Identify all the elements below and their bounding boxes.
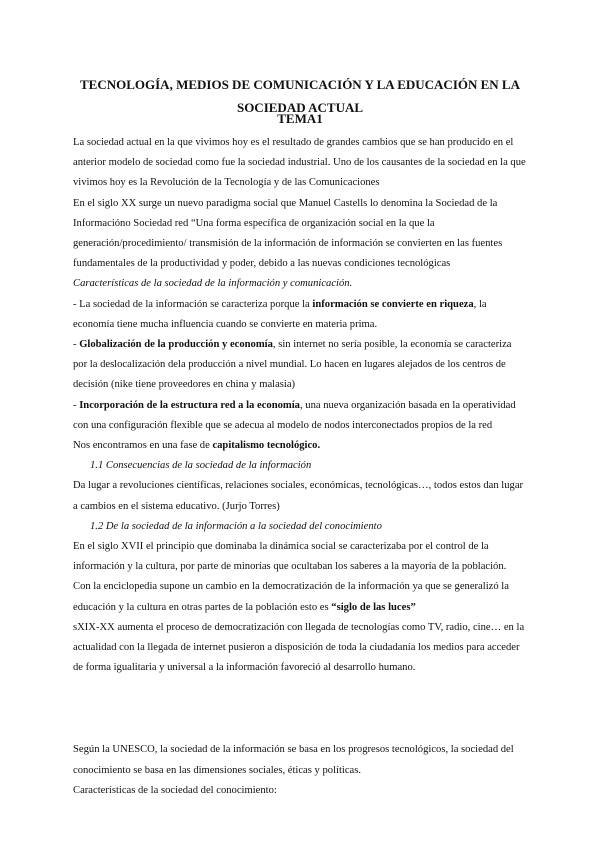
enciclopedia-text: Con la enciclopedia supone un cambio en la democratización de la información ya que se generalizó la educación y la cultura en otras partes de la población esto es [73, 581, 509, 613]
capitalismo-text: Nos encontramos en una fase de [73, 440, 213, 452]
blank-space [73, 678, 528, 740]
democratization-paragraph: sXIX-XX aumenta el proceso de democratización con llegada de tecnologías como TV, radio, cine… en la actualidad con la llegada de internet pusieron a disposición de toda la ciudadanía los medios para acceder de forma igualitaria y universal a la información favoreció al desarrollo humano. [73, 621, 525, 674]
list-item [73, 295, 528, 335]
tema-heading: TEMA1 [277, 111, 323, 126]
list-item [73, 335, 528, 396]
subsection-1-1-text: Da lugar a revoluciones científicas, relaciones sociales, económicas, tecnológicas…, todos estos dan lugar a cambios en el sistema educativo. (Jurjo Torres) [73, 480, 524, 512]
castells-paragraph: En el siglo XX surge un nuevo paradigma social que Manuel Castells lo denomina la Sociedad de la Informacióno Sociedad red “Una forma específica de organización social en la que la generación/procedimiento/ transmisión de la información de información se convierten en las fuentes fundamentales de la productividad y poder, debido a las nuevas condiciones tecnológicas [73, 197, 503, 270]
list-item [73, 396, 528, 436]
list-item-text: - [73, 339, 80, 351]
subsection-heading-1-1: 1.1 Consecuencias de la sociedad de la información [90, 460, 312, 472]
list-item-text: - [73, 399, 80, 411]
characteristics-heading: Características de la sociedad de la información y comunicación. [73, 278, 353, 290]
list-item-text: , una nueva organización basada en la operatividad con una configuración flexible que se adecua al modelo de nodos interconectados propios de la red [73, 399, 516, 431]
capitalismo-paragraph [73, 436, 528, 456]
list-item-text: - La sociedad de la información se caracteriza porque la [73, 298, 313, 310]
document-body [73, 133, 528, 801]
list-item-bold: Incorporación de la estructura red a la economía [79, 399, 300, 411]
capitalismo-bold: capitalismo tecnológico. [212, 440, 321, 452]
knowledge-characteristics-label: Características de la sociedad del conocimiento: [73, 784, 277, 796]
subsection-1-2-text: En el siglo XVII el principio que dominaba la dinámica social se caracterizaba por el control de la información y la cultura, por parte de minorías que ocultaban los saberes a la mayoría de la población. [73, 541, 507, 573]
list-item-text: , sin internet no sería posible, la economía se caracteriza por la deslocalización dela producción a nivel mundial. Lo hacen en lugares alejados de los centros de decisión (nike tiene proveedores en china y malasia) [73, 339, 512, 391]
unesco-paragraph: Según la UNESCO, la sociedad de la información se basa en los progresos tecnológicos, la sociedad del conocimiento se basa en las dimensiones sociales, éticas y políticas. [73, 744, 514, 776]
siglo-luces-bold: “siglo de las luces” [331, 601, 416, 613]
enciclopedia-paragraph [73, 577, 528, 617]
list-item-bold: información se convierte en riqueza [312, 298, 474, 310]
list-item-bold: Globalización de la producción y economía [79, 339, 273, 351]
subsection-heading-1-2: 1.2 De la sociedad de la información a la sociedad del conocimiento [90, 520, 382, 532]
list-item-text: , la economía tiene mucha influencia cuando se convierte en materia prima. [73, 298, 487, 330]
page-title: TECNOLOGÍA, MEDIOS DE COMUNICACIÓN Y LA EDUCACIÓN EN LA SOCIEDAD ACTUAL [80, 77, 520, 115]
intro-paragraph: La sociedad actual en la que vivimos hoy es el resultado de grandes cambios que se han producido en el anterior modelo de sociedad como fue la sociedad industrial. Uno de los causantes de la sociedad en la que vivimos hoy es la Revolución de la Tecnología y de las Comunicaciones [73, 137, 526, 189]
